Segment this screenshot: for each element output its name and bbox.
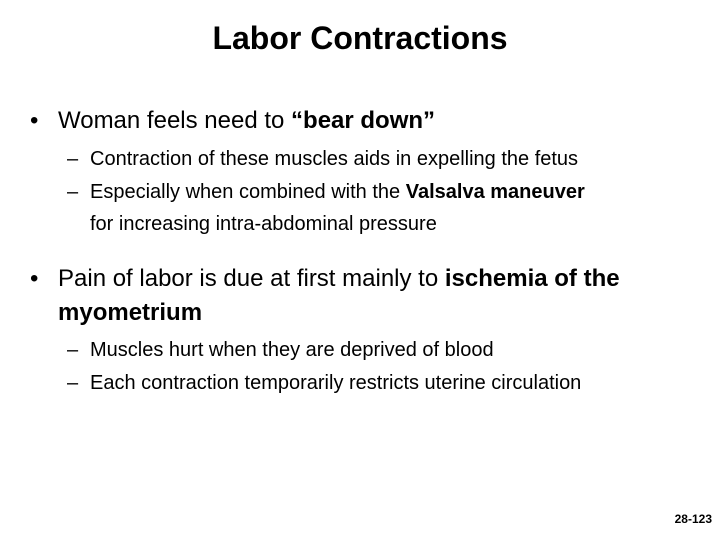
bullet-2 xyxy=(30,262,690,330)
bullet-1-sub-2 xyxy=(67,176,707,240)
bullet-1-sub-1 xyxy=(67,143,707,175)
bullet-2-text-bold: ischemia of the myometrium xyxy=(58,265,620,326)
bullet-1-sub-2-rest: for increasing intra-abdominal pressure xyxy=(90,213,437,235)
bullet-1-sub-2-bold: Valsalva maneuver xyxy=(405,181,585,203)
bullet-1 xyxy=(30,104,690,138)
bullet-2-text xyxy=(58,262,690,330)
bullet-1-text-bold: “bear down” xyxy=(291,107,436,134)
bullet-marker: • xyxy=(30,265,39,292)
dash-marker: – xyxy=(67,372,79,394)
bullet-marker: • xyxy=(30,107,39,134)
slide-number: 28-123 xyxy=(674,512,712,526)
bullet-2-sub-1-text: Muscles hurt when they are deprived of blood xyxy=(90,339,494,361)
bullet-1-sub-1-text: Contraction of these muscles aids in expelling the fetus xyxy=(90,148,579,170)
bullet-1-sub-2-plain: Especially when combined with the xyxy=(90,181,406,203)
bullet-1-text-plain: Woman feels need to xyxy=(58,107,292,134)
bullet-2-sub-1 xyxy=(67,334,707,366)
slide-title: Labor Contractions xyxy=(212,20,508,56)
bullet-2-sub-2-text: Each contraction temporarily restricts uterine circulation xyxy=(90,372,582,394)
dash-marker: – xyxy=(67,148,79,170)
bullet-1-sub-2-text xyxy=(90,176,707,240)
bullet-1-text xyxy=(58,104,690,138)
dash-marker: – xyxy=(67,181,79,203)
dash-marker: – xyxy=(67,339,79,361)
bullet-2-text-plain: Pain of labor is due at first mainly to xyxy=(58,265,445,292)
bullet-2-sub-2 xyxy=(67,367,707,399)
